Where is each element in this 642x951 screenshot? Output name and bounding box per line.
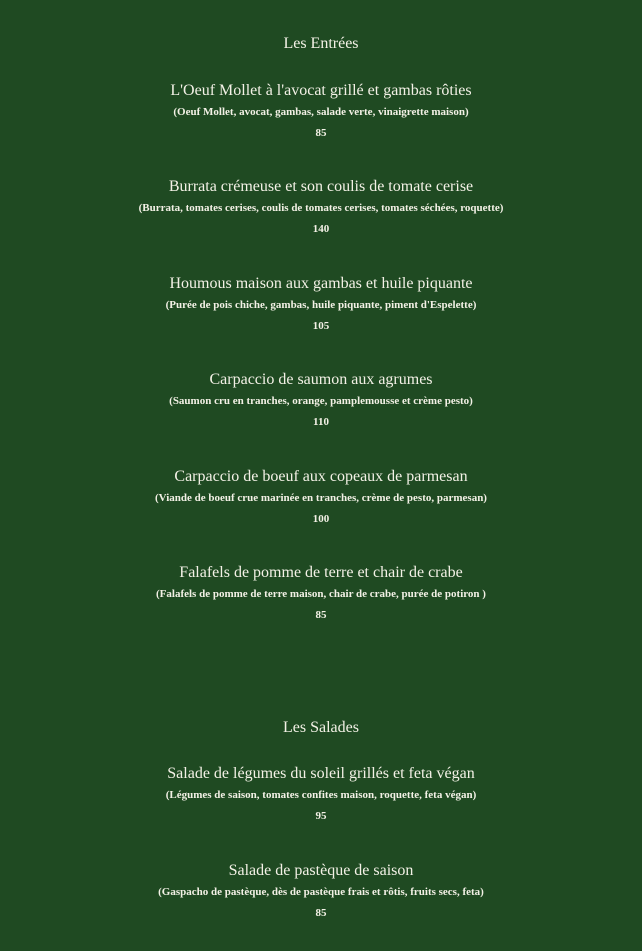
dish-name: Carpaccio de boeuf aux copeaux de parmesan [174, 468, 468, 485]
menu-item [0, 764, 642, 823]
dish-name: Falafels de pomme de terre et chair de crabe [179, 564, 463, 581]
menu-item [0, 177, 642, 236]
dish-description: (Légumes de saison, tomates confites maison, roquette, feta végan) [165, 789, 477, 801]
dish-description: (Burrata, tomates cerises, coulis de tomates cerises, tomates séchées, roquette) [138, 202, 504, 214]
dish-price: 85 [315, 609, 327, 621]
dish-description: (Gaspacho de pastèque, dès de pastèque frais et rôtis, fruits secs, feta) [158, 886, 484, 898]
dish-price: 105 [312, 320, 330, 332]
dish-price: 85 [315, 127, 327, 139]
dish-price: 140 [312, 223, 330, 235]
section-title-entrees: Les Entrées [283, 35, 359, 52]
dish-price: 110 [313, 416, 329, 428]
dish-name: L'Oeuf Mollet à l'avocat grillé et gambas rôties [170, 82, 472, 99]
menu-item [0, 81, 642, 140]
dish-description: (Purée de pois chiche, gambas, huile piquante, piment d'Espelette) [165, 299, 477, 311]
dish-name: Burrata crémeuse et son coulis de tomate cerise [168, 178, 474, 195]
dish-description: (Saumon cru en tranches, orange, pamplemousse et crème pesto) [169, 395, 473, 407]
menu-item [0, 563, 642, 622]
dish-price: 100 [312, 513, 330, 525]
dish-price: 85 [315, 907, 327, 919]
menu-item [0, 274, 642, 333]
menu-item [0, 861, 642, 920]
dish-description: (Falafels de pomme de terre maison, chair de crabe, purée de potiron ) [156, 588, 486, 600]
dish-description: (Oeuf Mollet, avocat, gambas, salade verte, vinaigrette maison) [173, 106, 469, 118]
dish-name: Salade de légumes du soleil grillés et feta végan [167, 765, 475, 782]
dish-name: Salade de pastèque de saison [228, 862, 414, 879]
menu-item [0, 370, 642, 429]
dish-name: Houmous maison aux gambas et huile piquante [169, 275, 473, 292]
dish-price: 95 [315, 810, 327, 822]
dish-description: (Viande de boeuf crue marinée en tranches, crème de pesto, parmesan) [155, 492, 487, 504]
section-title-salades: Les Salades [283, 719, 359, 736]
menu-item [0, 467, 642, 526]
dish-name: Carpaccio de saumon aux agrumes [209, 371, 433, 388]
